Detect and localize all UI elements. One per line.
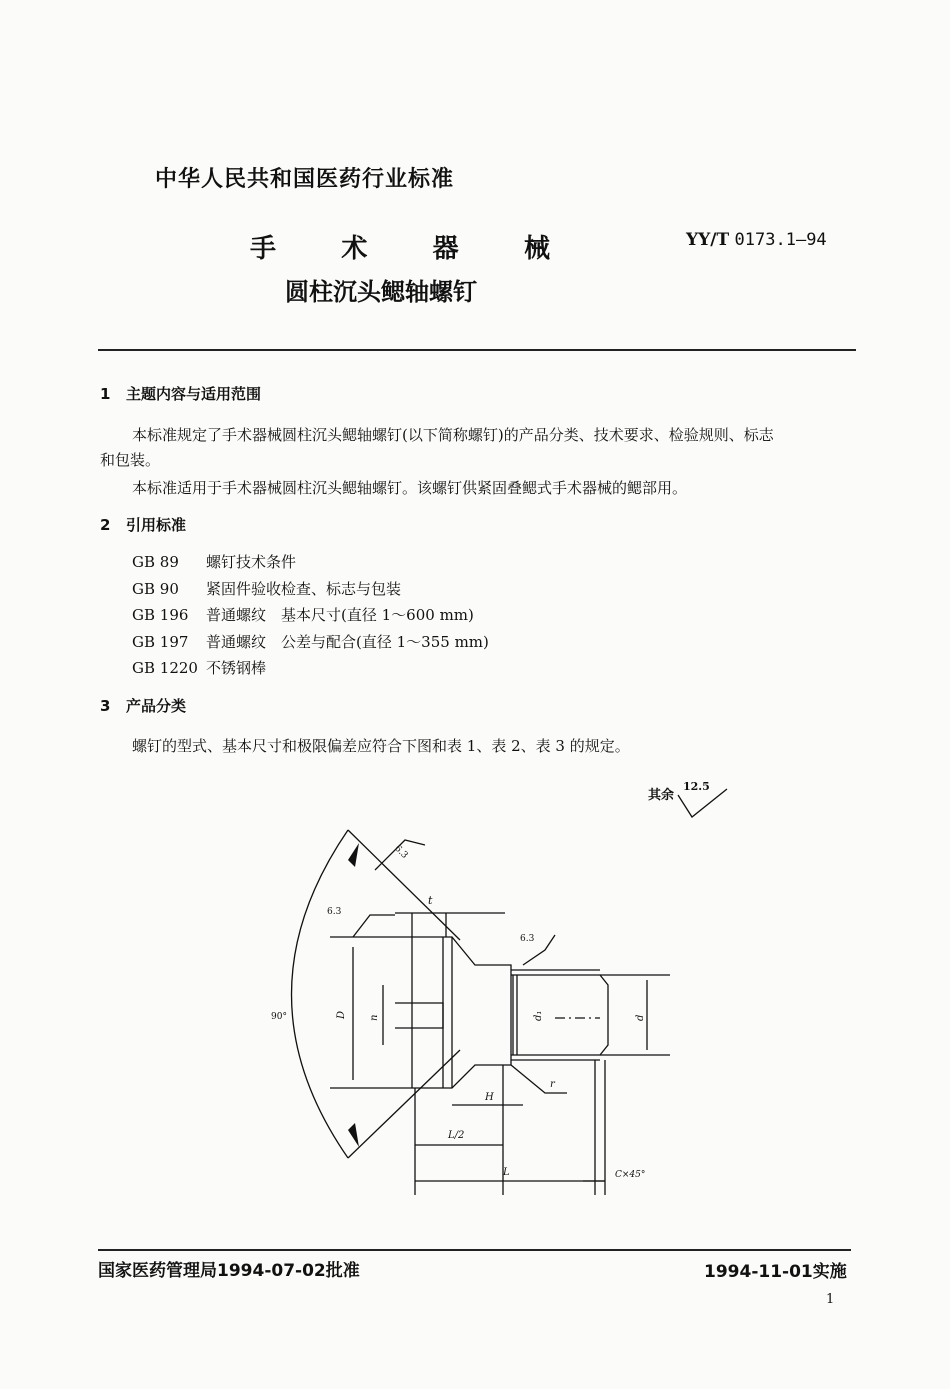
document-subtitle: 圆柱沉头鳃轴螺钉 [285, 278, 477, 306]
section-title: 产品分类 [126, 697, 187, 715]
slot-outline [395, 1003, 443, 1028]
reference-item [132, 604, 474, 625]
reference-text: 不锈钢棒 [206, 659, 267, 677]
reference-code: GB 197 [132, 633, 189, 651]
dim-L2-label: L/2 [448, 1130, 465, 1141]
reference-item [132, 657, 266, 678]
section-1-heading [100, 383, 261, 404]
reference-text: 紧固件验收检查、标志与包装 [206, 580, 402, 598]
section-number: 3 [100, 697, 111, 715]
roughness-symbol [678, 789, 727, 817]
dim-t-label: t [428, 894, 433, 907]
dim-C-label: C×45° [615, 1170, 646, 1180]
dim-r-leader [511, 1065, 567, 1093]
org-title: 中华人民共和国医药行业标准 [155, 167, 455, 192]
section-1-para1-cont: 和包装。 [100, 451, 161, 469]
reference-code: GB 1220 [132, 659, 198, 677]
section-number: 1 [100, 385, 111, 403]
section-1-para1: 本标准规定了手术器械圆柱沉头鳃轴螺钉(以下简称螺钉)的产品分类、技术要求、检验规则、标志 [132, 426, 774, 444]
roughness-rest-label: 其余 [648, 788, 675, 803]
reference-code: GB 196 [132, 606, 189, 624]
reference-text: 螺钉技术条件 [206, 553, 297, 571]
dim-D-label: D [336, 1010, 347, 1019]
roughness-mark [353, 915, 395, 937]
section-1-para2: 本标准适用于手术器械圆柱沉头鳃轴螺钉。该螺钉供紧固叠鳃式手术器械的鳃部用。 [132, 479, 688, 497]
title-char: 手 [250, 234, 277, 264]
roughness-value: 6.3 [327, 907, 342, 917]
title-char: 械 [523, 234, 550, 264]
dim-extension [412, 913, 446, 937]
reference-text: 普通螺纹 公差与配合(直径 1～355 mm) [206, 633, 489, 651]
section-number: 2 [100, 516, 111, 534]
approval-line: 国家医药管理局1994-07-02批准 [98, 1261, 360, 1281]
reference-text: 普通螺纹 基本尺寸(直径 1～600 mm) [206, 606, 474, 624]
reference-code: GB 90 [132, 580, 179, 598]
reference-item [132, 578, 401, 599]
head-outline [330, 937, 511, 1088]
screw-technical-drawing [255, 775, 755, 1215]
section-3-heading [100, 695, 186, 716]
reference-item [132, 551, 296, 572]
title-char: 器 [432, 234, 459, 264]
dim-H-label: H [485, 1092, 494, 1103]
section-2-heading [100, 514, 186, 535]
dim-d-label: d [635, 1014, 646, 1021]
section-3-para: 螺钉的型式、基本尺寸和极限偏差应符合下图和表 1、表 2、表 3 的规定。 [132, 737, 630, 755]
header-rule [98, 349, 856, 351]
standard-code [686, 230, 827, 250]
dim-r-label: r [550, 1079, 555, 1090]
arrow-head [348, 1123, 359, 1147]
arrow-head [348, 843, 359, 867]
reference-code: GB 89 [132, 553, 179, 571]
roughness-rest-value: 12.5 [683, 780, 710, 793]
standard-code-prefix: YY/T [686, 230, 730, 250]
thread-outline [511, 975, 608, 1055]
thread-start [513, 975, 517, 1055]
footer-rule [98, 1249, 851, 1251]
title-char: 术 [341, 234, 368, 264]
standard-code-number: 0173.1—94 [734, 230, 827, 250]
reference-item [132, 631, 489, 652]
thread-minor [511, 970, 600, 1060]
dim-d1-label: d₁ [533, 1010, 544, 1021]
head-lines [412, 937, 452, 1088]
document-title [250, 228, 550, 265]
angle-arc [292, 830, 349, 1158]
effective-date: 1994-11-01实施 [704, 1262, 847, 1282]
dim-extension [595, 1060, 605, 1195]
dim-n-label: n [369, 1014, 380, 1021]
dim-L-label: L [503, 1167, 510, 1178]
roughness-value: 6.3 [392, 843, 410, 861]
page-number: 1 [826, 1292, 835, 1307]
section-title: 引用标准 [126, 516, 187, 534]
roughness-value: 6.3 [520, 934, 535, 944]
angle-leader-top [348, 830, 460, 940]
angle-label: 90° [271, 1012, 287, 1022]
section-title: 主题内容与适用范围 [126, 385, 262, 403]
